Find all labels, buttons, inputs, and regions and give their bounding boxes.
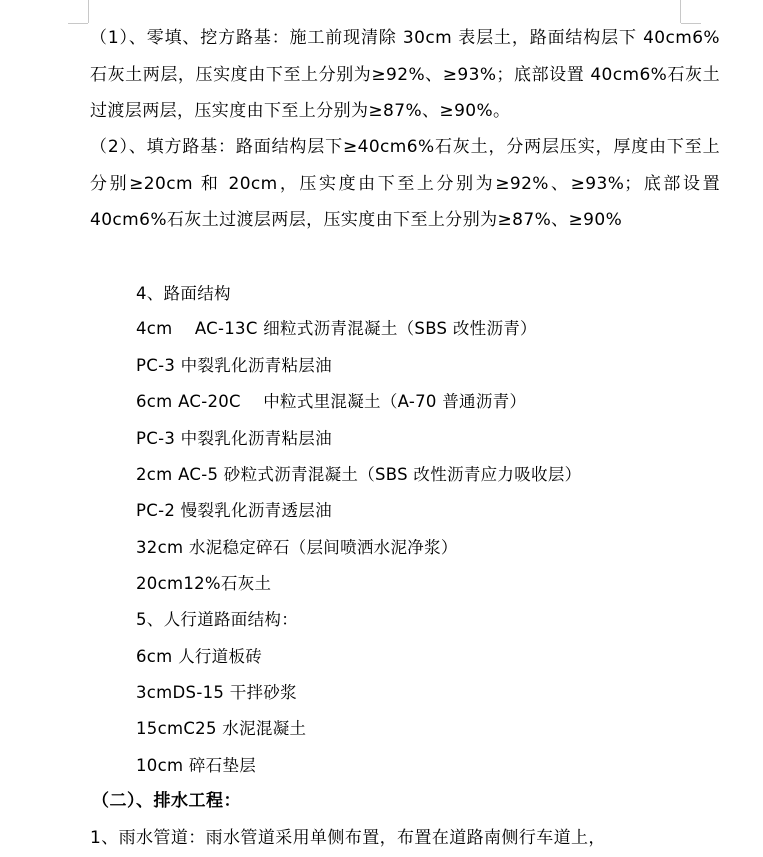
paragraph-fill-subgrade: （2）、填方路基：路面结构层下≥40cm6%石灰土，分两层压实，厚度由下至上分别≥20cm 和 20cm，压实度由下至上分别为≥92%、≥93%；底部设置 40cm6%石灰土过渡层两层，压实度由下至上分别为≥87%、≥90% [90, 137, 720, 230]
list-item: PC-3 中裂乳化沥青粘层油 [136, 356, 332, 375]
paragraph-rain-pipe: 1、雨水管道：雨水管道采用单侧布置，布置在道路南侧行车道上， [90, 828, 606, 848]
paragraph-fill-excavation-subgrade: （1）、零填、挖方路基：施工前现清除 30cm 表层土，路面结构层下 40cm6%石灰土两层，压实度由下至上分别为≥92%、≥93%；底部设置 40cm6%石灰土过渡层两层，压实度由下至上分别为≥87%、≥90%。 [90, 28, 720, 121]
list-item: 32cm 水泥稳定碎石（层间喷洒水泥净浆） [136, 538, 458, 557]
section-title-pavement-structure: 4、路面结构 [136, 284, 231, 303]
list-item: 10cm 碎石垫层 [136, 756, 257, 775]
list-item: 6cm AC-20C 中粒式里混凝土（A-70 普通沥青） [136, 392, 527, 411]
section-title-sidewalk-structure: 5、人行道路面结构： [136, 610, 298, 629]
list-item: 6cm 人行道板砖 [136, 647, 263, 666]
crop-mark [68, 23, 88, 24]
list-item: 15cmC25 水泥混凝土 [136, 719, 307, 738]
crop-mark [88, 0, 89, 23]
list-item: 3cmDS-15 干拌砂浆 [136, 683, 297, 702]
list-item: PC-2 慢裂乳化沥青透层油 [136, 501, 332, 520]
list-item: 4cm AC-13C 细粒式沥青混凝土（SBS 改性沥青） [136, 319, 537, 338]
list-item: PC-3 中裂乳化沥青粘层油 [136, 429, 332, 448]
section-heading-drainage: （二）、排水工程： [92, 791, 241, 811]
list-item: 2cm AC-5 砂粒式沥青混凝土（SBS 改性沥青应力吸收层） [136, 465, 582, 484]
list-item: 20cm12%石灰土 [136, 574, 272, 593]
